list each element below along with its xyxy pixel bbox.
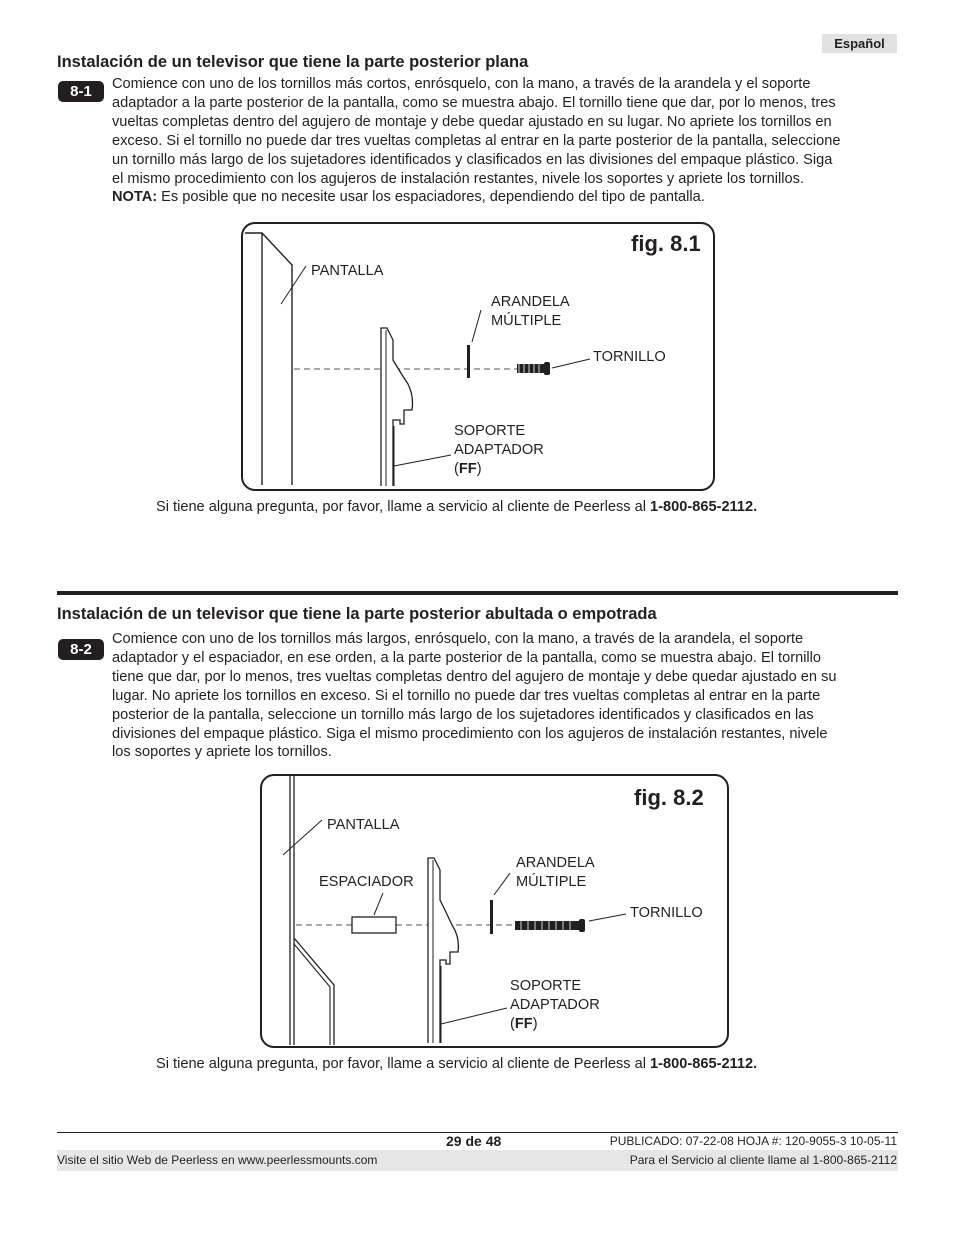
footer-service: Para el Servicio al cliente llame al 1-800-865-2112 xyxy=(629,1153,897,1167)
label-line: MÚLTIPLE xyxy=(491,313,562,329)
label-tornillo: TORNILLO xyxy=(630,905,703,921)
phone-number: 1-800-865-2112. xyxy=(650,499,758,515)
label-line: SOPORTE xyxy=(454,423,526,439)
label-line: (FF) xyxy=(454,461,482,477)
label-line: ADAPTADOR xyxy=(510,997,600,1013)
text-line: un tornillo más largo de los sujetadores identificados y clasificados en las divisiones del empaque plástico. Siga xyxy=(112,151,833,168)
page-number: 29 de 48 xyxy=(446,1133,502,1149)
text-line: vueltas completas dentro del agujero de montaje y debe quedar ajustado en su lugar. No apriete los tornillos en xyxy=(112,113,832,130)
text-line: el mismo procedimiento con los agujeros de instalación restantes, nivele los soportes y apriete los tornillos. xyxy=(112,170,804,187)
language-tab: Español xyxy=(822,34,897,53)
label-line: MÚLTIPLE xyxy=(516,874,587,890)
figure-8-1-title: fig. 8.1 xyxy=(631,231,701,256)
step-badge-8-1: 8-1 xyxy=(58,81,104,102)
label-arandela xyxy=(516,854,595,892)
label-pantalla: PANTALLA xyxy=(327,817,400,833)
text-line: tiene que dar, por lo menos, tres vueltas completas dentro del agujero de montaje y debe quedar ajustado en su xyxy=(112,668,837,685)
publication-info: PUBLICADO: 07-22-08 HOJA #: 120-9055-3 10-05-11 xyxy=(609,1134,897,1148)
note-text: Es posible que no necesite usar los espaciadores, dependiendo del tipo de pantalla. xyxy=(157,189,705,206)
note-label: NOTA: xyxy=(112,189,158,206)
label-line: ARANDELA xyxy=(491,294,570,310)
label-pantalla: PANTALLA xyxy=(311,263,384,279)
text-line: adaptador a la parte posterior de la pantalla, como se muestra abajo. El tornillo tiene que dar, por lo menos, tres xyxy=(112,94,836,111)
label-soporte xyxy=(510,977,600,1034)
figure-8-2-title: fig. 8.2 xyxy=(634,785,704,810)
label-line: ADAPTADOR xyxy=(454,442,544,458)
customer-service-note xyxy=(156,1056,757,1072)
text-line: exceso. Si el tornillo no puede dar tres vueltas completas al entrar en la parte posterior de la pantalla, seleccione xyxy=(112,132,841,149)
text-line: Comience con uno de los tornillos más cortos, enrósquelo, con la mano, a través de la arandela y el soporte xyxy=(112,76,811,92)
call-text: Si tiene alguna pregunta, por favor, llame a servicio al cliente de Peerless al xyxy=(156,1056,651,1072)
label-espaciador: ESPACIADOR xyxy=(319,874,414,890)
section-heading-recessed: Instalación de un televisor que tiene la parte posterior abultada o empotrada xyxy=(57,605,657,623)
label-line: (FF) xyxy=(510,1016,538,1032)
section-heading-flat: Instalación de un televisor que tiene la parte posterior plana xyxy=(57,53,529,71)
label-line: SOPORTE xyxy=(510,978,582,994)
label-line: ARANDELA xyxy=(516,855,595,871)
text-line: Comience con uno de los tornillos más largos, enrósquelo, con la mano, a través de la arandela, el soporte xyxy=(112,631,804,647)
footer-website: Visite el sitio Web de Peerless en www.peerlessmounts.com xyxy=(57,1153,378,1167)
text-line: lugar. No apriete los tornillos en exceso. Si el tornillo no puede dar tres vueltas completas al entrar en la parte xyxy=(112,687,821,704)
call-text: Si tiene alguna pregunta, por favor, llame a servicio al cliente de Peerless al xyxy=(156,499,651,515)
text-line: adaptador y el espaciador, en ese orden, a la parte posterior de la pantalla, como se muestra abajo. El tornillo xyxy=(112,649,822,666)
text-line: posterior de la pantalla, seleccione un tornillo más largo de los sujetadores identificados y clasificados en las xyxy=(112,706,814,723)
phone-number: 1-800-865-2112. xyxy=(650,1056,758,1072)
text-line: los soportes y apriete los tornillos. xyxy=(112,744,332,761)
text-line: divisiones del empaque plástico. Siga el mismo procedimiento con los agujeros de instalación restantes, nivele xyxy=(112,725,828,742)
step-badge-8-2: 8-2 xyxy=(58,639,104,660)
label-tornillo: TORNILLO xyxy=(593,349,666,365)
